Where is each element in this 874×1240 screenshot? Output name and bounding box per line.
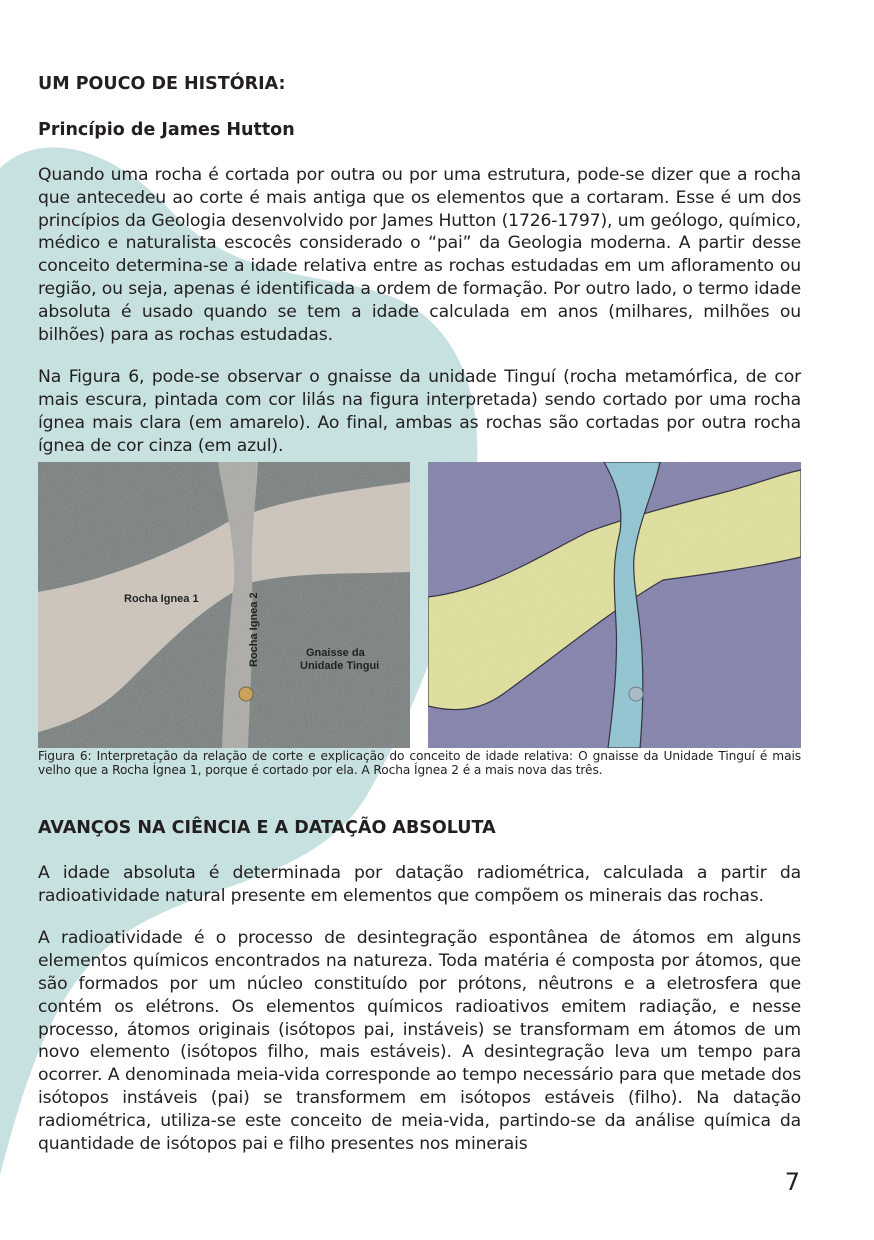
label-gneiss-line2: Unidade Tingui [300, 659, 380, 672]
paragraph-figure-intro: Na Figura 6, pode-se observar o gnaisse da unidade Tinguí (rocha metamórfica, de cor mais escura, pintada com cor lilás na figura interpretada) sendo cortado por uma rocha ígnea mais clara (em amarelo). Ao final, ambas as rochas são cortadas por outra rocha ígnea de cor cinza (em azul). [38, 367, 801, 456]
label-rocha-ignea-1: Rocha Ignea 1 [124, 592, 199, 605]
paragraph-hutton: Quando uma rocha é cortada por outra ou por uma estrutura, pode-se dizer que a rocha que antecedeu ao corte é mais antiga que os elementos que a cortaram. Esse é um dos princípios da Geologia desenvolvido por James Hutton (1726-1797), um geólogo, químico, médico e naturalista escocês considerado o “pai” da Geologia moderna. A partir desse conceito determina-se a idade relativa entre as rochas estudadas em um afloramento ou região, ou seja, apenas é identificada a ordem de formação. Por outro lado, o termo idade absoluta é usado quando se tem a idade calculada em anos (milhares, milhões ou bilhões) para as rochas estudadas. [38, 165, 801, 345]
subtitle-hutton-principle: Princípio de James Hutton [38, 120, 295, 140]
figure-caption: Figura 6: Interpretação da relação de corte e explicação do conceito de idade relativa: O gnaisse da Unidade Tinguí é mais velho que a Rocha Ígnea 1, porque é cortado por ela. A Rocha Ígnea 2 é a mais nova das três. [38, 748, 801, 778]
figure-photo-outcrop [38, 462, 410, 748]
section-title-history: UM POUCO DE HISTÓRIA: [38, 74, 286, 94]
label-rocha-ignea-2: Rocha Ignea 2 [248, 591, 260, 667]
section-title-absolute-dating: AVANÇOS NA CIÊNCIA E A DATAÇÃO ABSOLUTA [38, 817, 496, 838]
label-gneiss-line1: Gnaisse da [306, 646, 365, 659]
paragraph-radioactivity: A radioatividade é o processo de desintegração espontânea de átomos em alguns elementos químicos encontrados na natureza. Toda matéria é composta por átomos, que são formados por um núcleo constituído por prótons, nêutrons e a eletrosfera que contém os elétrons. Os elementos químicos radioativos emitem radiação, e nesse processo, átomos originais (isótopos pai, instáveis) se transformam em átomos de um novo elemento (isótopos filho, mais estáveis). A desintegração leva um tempo para ocorrer. A denominada meia-vida corresponde ao tempo necessário para que metade dos isótopos instáveis (pai) se transformem em isótopos estáveis (filho). Na datação radiométrica, utiliza-se este conceito de meia-vida, partindo-se da análise química da quantidade de isótopos pai e filho presentes nos minerais [38, 928, 801, 1154]
paragraph-absolute-age: A idade absoluta é determinada por datação radiométrica, calculada a partir da radioatividade natural presente em elementos que compõem os minerais das rochas. [38, 862, 801, 906]
page-number: 7 [784, 1168, 800, 1196]
figure-interpreted-outcrop [428, 462, 801, 748]
page-content [38, 72, 801, 1155]
figure-6 [38, 462, 801, 748]
